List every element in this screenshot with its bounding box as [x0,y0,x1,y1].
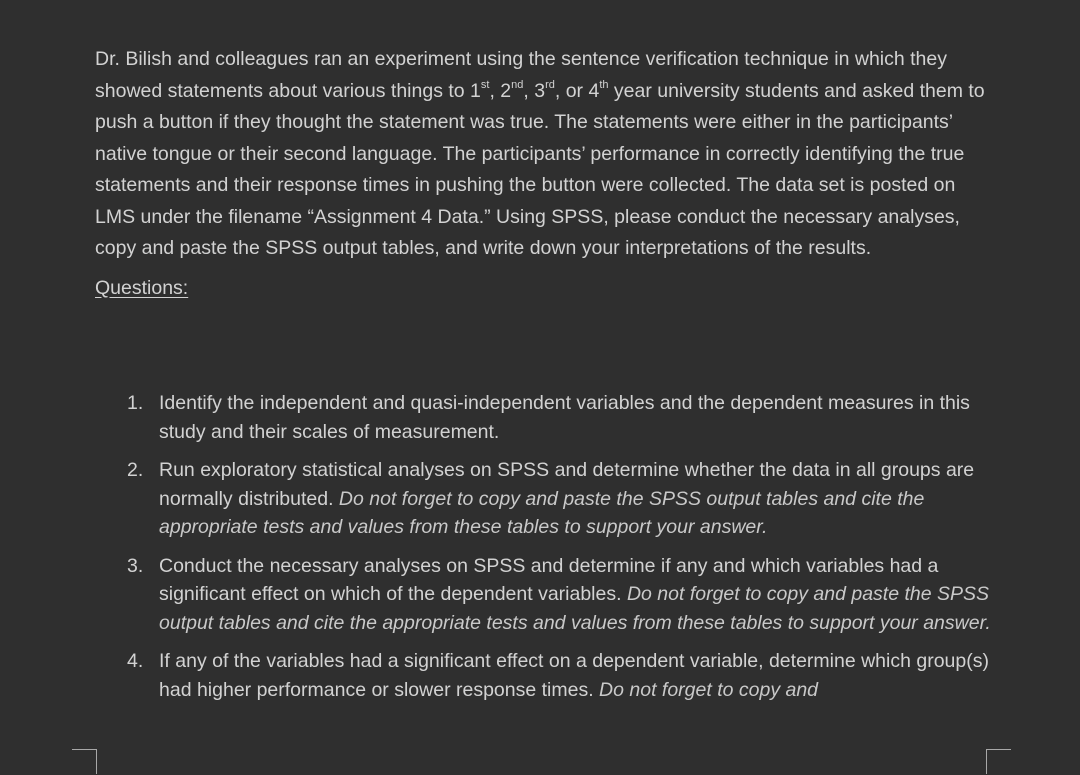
question-note: Do not forget to copy and [599,678,819,701]
intro-text-2: , 2 [489,79,512,102]
page-corner-mark-left [72,749,97,774]
question-text: Identify the independent and quasi-independent variables and the dependent measures in this study and their scales of measurement. [159,392,970,443]
questions-list [127,389,997,714]
question-number: 2. [127,459,144,481]
intro-text-3: , 3 [523,79,546,102]
question-note: Do not forget to copy and paste the SPSS output tables and cite the appropriate tests and values from these tables to support your answer. [159,487,925,538]
ordinal-suffix-1: st [480,79,490,91]
question-number: 4. [127,650,144,672]
question-text: Run exploratory statistical analyses on SPSS and determine whether the data in all groups are normally distributed. [159,459,975,510]
ordinal-suffix-3: rd [545,79,555,91]
question-item [127,389,997,446]
question-item [127,552,997,638]
question-text: Conduct the necessary analyses on SPSS and determine if any and which variables had a significant effect on which of the dependent variables. [159,554,939,605]
question-item [127,456,997,542]
ordinal-suffix-2: nd [511,79,524,91]
intro-text-1: Dr. Bilish and colleagues ran an experiment using the sentence verification technique in which they showed statements about various things to 1 [95,48,948,102]
intro-paragraph [95,44,995,265]
question-note: Do not forget to copy and paste the SPSS output tables and cite the appropriate tests and values from these tables to support your answer. [159,583,991,634]
question-number: 1. [127,392,144,414]
ordinal-suffix-4: th [599,79,609,91]
question-text: If any of the variables had a significant effect on a dependent variable, determine which group(s) had higher performance or slower response times. [159,650,989,701]
question-number: 3. [127,554,144,577]
document-body [95,44,995,300]
questions-heading: Questions: [95,276,189,299]
question-item [127,647,997,704]
intro-text-5: year university students and asked them to push a button if they thought the statement was true. The statements were either in the participants’ native tongue or their second language. The participants’ performance in correctly identifying the true statements and their response times in pushing the button were collected. The data set is posted on LMS under the filename “Assignment 4 Data.” Using SPSS, please conduct the necessary analyses, copy and paste the SPSS output tables, and write down your interpretations of the results. [95,79,985,259]
intro-text-4: , or 4 [554,79,600,102]
page-corner-mark-right [986,749,1011,774]
